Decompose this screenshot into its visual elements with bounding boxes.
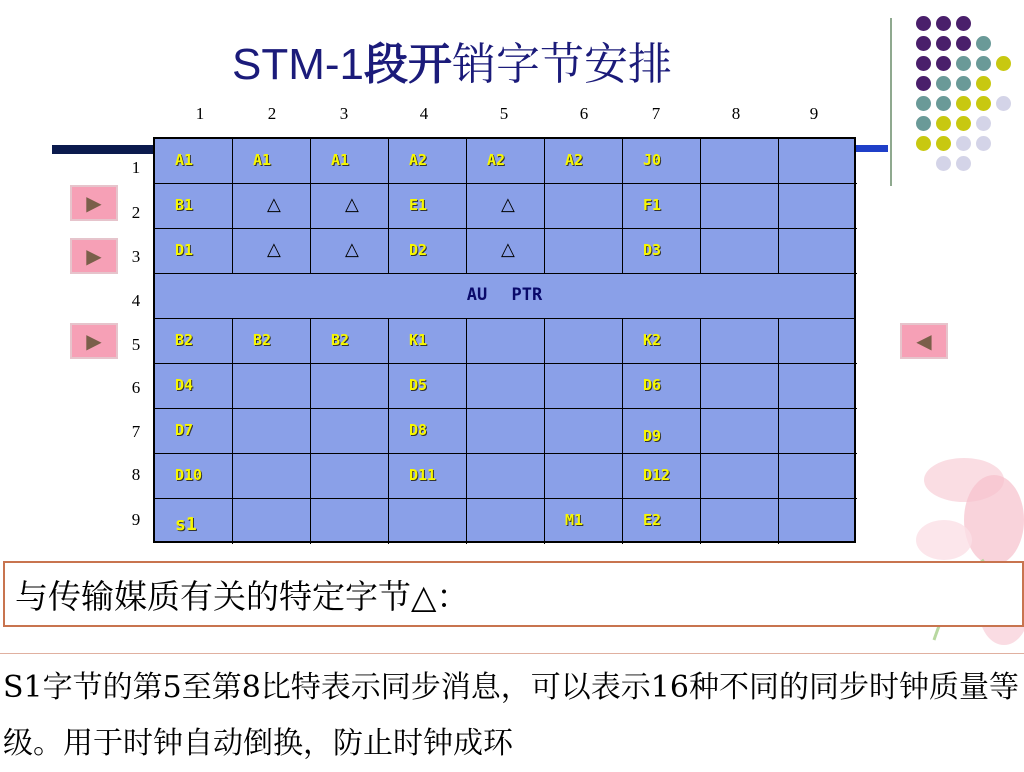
grid-cell — [701, 454, 779, 499]
dot-icon — [956, 136, 971, 151]
grid-cell — [545, 499, 623, 544]
grid-cell — [779, 319, 857, 364]
grid-cell — [779, 454, 857, 499]
dot-icon — [916, 16, 931, 31]
dot-icon — [916, 76, 931, 91]
grid-cell — [623, 454, 701, 499]
triangle-icon: △ — [267, 194, 281, 215]
row-number: 6 — [131, 378, 141, 397]
subtitle-text: 与传输媒质有关的特定字节△： — [15, 577, 470, 616]
byte-label: M1 — [565, 511, 584, 529]
play-icon: ▶ — [86, 244, 102, 268]
dot-icon — [936, 76, 951, 91]
row-number: 2 — [131, 203, 141, 222]
dot-icon — [936, 156, 951, 171]
grid-cell — [701, 409, 779, 454]
grid-cell — [233, 184, 311, 229]
row-number: 5 — [131, 335, 141, 354]
grid-cell — [701, 499, 779, 544]
play-icon: ▶ — [86, 329, 102, 353]
grid-cell — [701, 229, 779, 274]
row-number: 4 — [131, 291, 141, 310]
grid-cell — [701, 319, 779, 364]
byte-label: A1 — [175, 151, 194, 169]
grid-cell — [155, 319, 233, 364]
byte-label: K2 — [643, 331, 662, 349]
grid-cell — [701, 139, 779, 184]
byte-label: B2 — [175, 331, 194, 349]
grid-cell — [545, 184, 623, 229]
grid-cell — [779, 184, 857, 229]
column-number: 6 — [579, 104, 589, 123]
dot-icon — [956, 56, 971, 71]
dot-icon — [956, 16, 971, 31]
dot-icon — [916, 56, 931, 71]
column-number: 8 — [731, 104, 741, 123]
grid-cell — [311, 364, 389, 409]
divider-line — [0, 653, 1024, 654]
grid-cell — [311, 454, 389, 499]
back-icon: ◀ — [916, 329, 932, 353]
au-ptr-label: AU PTR — [466, 285, 543, 305]
byte-label: B2 — [331, 331, 350, 349]
column-number: 9 — [809, 104, 819, 123]
au-ptr-row — [155, 274, 855, 319]
row-number: 3 — [131, 247, 141, 266]
stm1-overhead-grid — [153, 137, 856, 543]
grid-cell — [389, 184, 467, 229]
grid-cell — [779, 364, 857, 409]
page-title — [232, 28, 672, 92]
grid-cell — [467, 364, 545, 409]
dot-icon — [976, 56, 991, 71]
byte-label: D2 — [409, 241, 428, 259]
dot-icon — [916, 136, 931, 151]
grid-cell — [545, 364, 623, 409]
byte-label: A2 — [487, 151, 506, 169]
grid-cell — [155, 364, 233, 409]
grid-cell — [545, 409, 623, 454]
dot-icon — [996, 56, 1011, 71]
byte-label: J0 — [643, 151, 662, 169]
grid-cell — [623, 184, 701, 229]
back-button[interactable] — [900, 323, 948, 359]
byte-label: D6 — [643, 376, 662, 394]
dot-icon — [976, 36, 991, 51]
title-bold-part: 段开 — [364, 40, 452, 89]
column-number-row — [0, 104, 1024, 128]
grid-cell — [701, 364, 779, 409]
grid-cell — [779, 409, 857, 454]
column-number: 7 — [651, 104, 661, 123]
grid-cell — [311, 139, 389, 184]
body-text: S1字节的第5至第8比特表示同步消息，可以表示16种不同的同步时钟质量等级。用于时钟自动倒换，防止时钟成环 — [3, 670, 1019, 761]
grid-cell — [233, 319, 311, 364]
grid-cell — [623, 499, 701, 544]
title-prefix: STM-1 — [232, 40, 364, 89]
dot-icon — [956, 156, 971, 171]
triangle-icon: △ — [501, 239, 515, 260]
column-number: 3 — [339, 104, 349, 123]
grid-cell — [779, 229, 857, 274]
grid-cell — [233, 139, 311, 184]
grid-cell — [389, 319, 467, 364]
grid-cell — [467, 499, 545, 544]
grid-cell — [233, 229, 311, 274]
triangle-icon: △ — [267, 239, 281, 260]
dot-icon — [936, 56, 951, 71]
grid-cell — [467, 409, 545, 454]
grid-cell — [389, 454, 467, 499]
grid-cell — [545, 319, 623, 364]
grid-cell — [389, 229, 467, 274]
flower-decoration — [874, 440, 1024, 660]
grid-cell — [155, 184, 233, 229]
accent-bar — [856, 145, 888, 152]
grid-cell — [623, 409, 701, 454]
row-number: 7 — [131, 422, 141, 441]
grid-cell — [623, 139, 701, 184]
row-number: 1 — [131, 158, 141, 177]
byte-label: D10 — [175, 466, 203, 484]
dot-icon — [936, 36, 951, 51]
byte-label: D9 — [643, 427, 662, 445]
grid-cell — [623, 364, 701, 409]
grid-cell — [779, 499, 857, 544]
grid-cell — [623, 229, 701, 274]
decorative-dot-grid — [908, 14, 1024, 174]
grid-cell — [389, 364, 467, 409]
triangle-icon: △ — [345, 239, 359, 260]
grid-cell — [545, 229, 623, 274]
subtitle-box — [3, 561, 1024, 627]
byte-label: D1 — [175, 241, 194, 259]
title-underline-bar — [52, 145, 154, 154]
column-number: 4 — [419, 104, 429, 123]
grid-cell — [233, 454, 311, 499]
row-number: 8 — [131, 465, 141, 484]
grid-cell — [389, 139, 467, 184]
triangle-icon: △ — [345, 194, 359, 215]
grid-cell — [779, 139, 857, 184]
grid-cell — [311, 184, 389, 229]
column-number: 5 — [499, 104, 509, 123]
grid-cell — [233, 409, 311, 454]
dot-icon — [936, 16, 951, 31]
grid-cell — [311, 409, 389, 454]
grid-cell — [701, 184, 779, 229]
byte-label: A2 — [409, 151, 428, 169]
byte-label: D4 — [175, 376, 194, 394]
row2-play-button[interactable] — [70, 185, 118, 221]
grid-cell — [467, 229, 545, 274]
byte-label: D7 — [175, 421, 194, 439]
grid-cell — [155, 229, 233, 274]
grid-cell — [233, 499, 311, 544]
grid-cell — [545, 139, 623, 184]
dot-icon — [936, 136, 951, 151]
grid-cell — [311, 499, 389, 544]
byte-label: s1 — [175, 514, 197, 535]
grid-cell — [311, 229, 389, 274]
grid-cell — [389, 409, 467, 454]
byte-label: B1 — [175, 196, 194, 214]
title-suffix: 销字节安排 — [452, 40, 672, 89]
row-number: 9 — [131, 510, 141, 529]
byte-label: A2 — [565, 151, 584, 169]
grid-cell — [623, 319, 701, 364]
dot-icon — [976, 136, 991, 151]
grid-cell — [389, 499, 467, 544]
grid-cell — [233, 364, 311, 409]
byte-label: D11 — [409, 466, 437, 484]
row5-play-button[interactable] — [70, 323, 118, 359]
dot-icon — [916, 36, 931, 51]
grid-cell — [155, 454, 233, 499]
grid-cell — [155, 499, 233, 544]
byte-label: E2 — [643, 511, 662, 529]
grid-cell — [311, 319, 389, 364]
byte-label: D5 — [409, 376, 428, 394]
dot-icon — [976, 76, 991, 91]
column-number: 2 — [267, 104, 277, 123]
byte-label: B2 — [253, 331, 272, 349]
grid-cell — [467, 184, 545, 229]
byte-label: D3 — [643, 241, 662, 259]
byte-label: E1 — [409, 196, 428, 214]
divider-line — [890, 18, 892, 186]
byte-label: K1 — [409, 331, 428, 349]
grid-cell — [155, 409, 233, 454]
column-number: 1 — [195, 104, 205, 123]
dot-icon — [956, 36, 971, 51]
triangle-icon: △ — [501, 194, 515, 215]
dot-icon — [956, 76, 971, 91]
byte-label: A1 — [253, 151, 272, 169]
grid-cell — [467, 139, 545, 184]
row3-play-button[interactable] — [70, 238, 118, 274]
byte-label: D12 — [643, 466, 671, 484]
grid-cell — [545, 454, 623, 499]
byte-label: A1 — [331, 151, 350, 169]
byte-label: F1 — [643, 196, 662, 214]
grid-cell — [467, 319, 545, 364]
grid-cell — [467, 454, 545, 499]
byte-label: D8 — [409, 421, 428, 439]
play-icon: ▶ — [86, 191, 102, 215]
grid-cell — [155, 139, 233, 184]
